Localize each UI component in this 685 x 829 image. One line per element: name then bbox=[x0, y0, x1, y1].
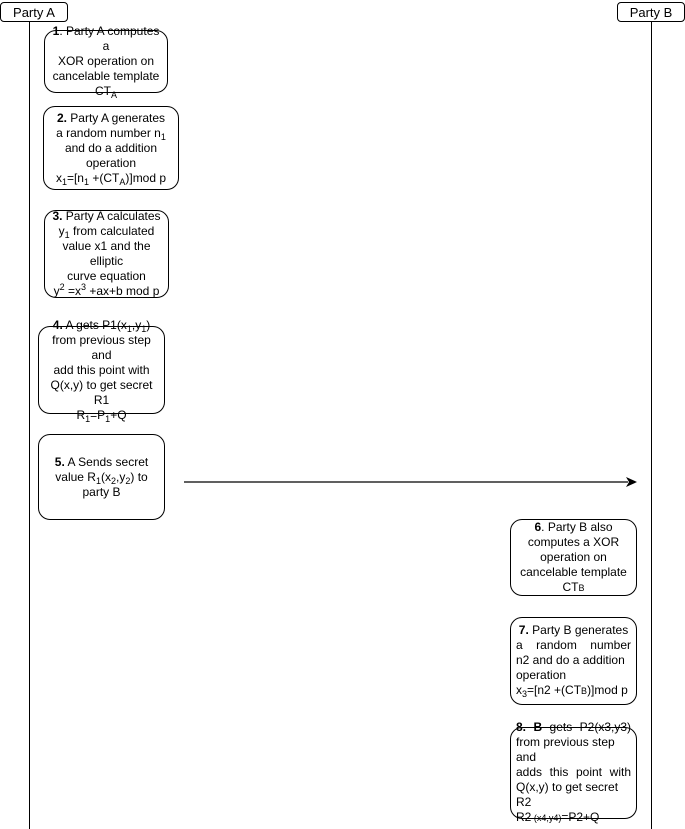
step-1-line-2: XOR operation on bbox=[57, 54, 155, 68]
step-4-line-1: 4. A gets $P1(x_1,y_1)$ bbox=[52, 317, 151, 334]
party-a-label: Party A bbox=[13, 5, 55, 20]
step-7-text: Party B generates bbox=[528, 623, 629, 637]
step-4-line-4: Q(x,y) to get secret R1 bbox=[50, 377, 153, 407]
step-1-text: . Party A computes a bbox=[59, 24, 160, 53]
step-6-line-4: cancelable template bbox=[520, 564, 627, 579]
step-6-number: 6 bbox=[534, 519, 542, 534]
step-7-formula: $x_3=[n2 +(CTB)]mod$ p bbox=[516, 683, 628, 699]
step-4-number: 4. bbox=[52, 317, 63, 332]
step-8-line-3: adds this point with bbox=[516, 765, 631, 779]
step-5-number: 5. bbox=[54, 454, 65, 469]
step-6-box bbox=[510, 519, 637, 596]
step-8-formula: R2 (x4,y4)=P2+Q bbox=[516, 810, 600, 824]
step-2-formula: $x_1=[n_1 +(CT_A)]mod$ p bbox=[55, 170, 167, 187]
step-7-line-2: a random number bbox=[516, 638, 631, 652]
step-3-number: 3. bbox=[52, 209, 63, 223]
step-6-line-2: computes a XOR bbox=[527, 534, 620, 549]
step-4-line-2: from previous step and bbox=[52, 332, 151, 362]
step-3-text: Party A calculates bbox=[62, 209, 161, 223]
step-6-text: . Party B also bbox=[541, 519, 613, 534]
step-7-line-3: n2 and do a addition bbox=[516, 653, 625, 667]
step-3-line-4: curve equation bbox=[67, 269, 146, 283]
step-8-box bbox=[510, 720, 637, 824]
step-5-line-3: party B bbox=[82, 484, 121, 499]
step-4-formula: $R_1=P_1+Q$ bbox=[76, 407, 127, 424]
step-2-line-2: a random number $n_1$ bbox=[56, 125, 166, 142]
step-3-equation: $y^2 =x^3 +ax+b$ mod p bbox=[53, 282, 160, 298]
step-2-line-3: and do a addition bbox=[64, 140, 158, 155]
step-2-text: Party A generates bbox=[66, 110, 166, 125]
step-1-line-3: cancelable template bbox=[52, 69, 160, 83]
step-2-number: 2. bbox=[56, 110, 67, 125]
step-8-line-1: 8. B gets P2(x3,y3) bbox=[516, 720, 631, 734]
step-2-line-4: operation bbox=[85, 155, 137, 170]
step-8-number: 8. bbox=[516, 720, 527, 734]
step-7-line-4: operation bbox=[516, 668, 567, 682]
step-4-line-3: add this point with bbox=[53, 362, 150, 377]
step-6-line-5: CTB bbox=[562, 579, 585, 594]
step-7-box bbox=[510, 617, 637, 705]
step-1-number: 1 bbox=[52, 24, 60, 38]
step-5-text: A Sends secret bbox=[64, 454, 149, 469]
step-5-line-2: value $R_1(x_2,y_2)$ to bbox=[55, 469, 148, 486]
step-3-line-3: value x1 and the elliptic bbox=[62, 239, 151, 268]
step-8-line-2: from previous step and bbox=[516, 735, 615, 764]
step-6-line-3: operation on bbox=[540, 549, 607, 564]
step-1-line-4: $CT_A$ bbox=[94, 84, 117, 100]
step-7-number: 7. bbox=[518, 623, 529, 637]
step-8-line-4: Q(x,y) to get secret R2 bbox=[516, 780, 619, 809]
party-b-label: Party B bbox=[629, 5, 673, 20]
step-3-line-2: $y_1$ from calculated bbox=[58, 224, 155, 240]
